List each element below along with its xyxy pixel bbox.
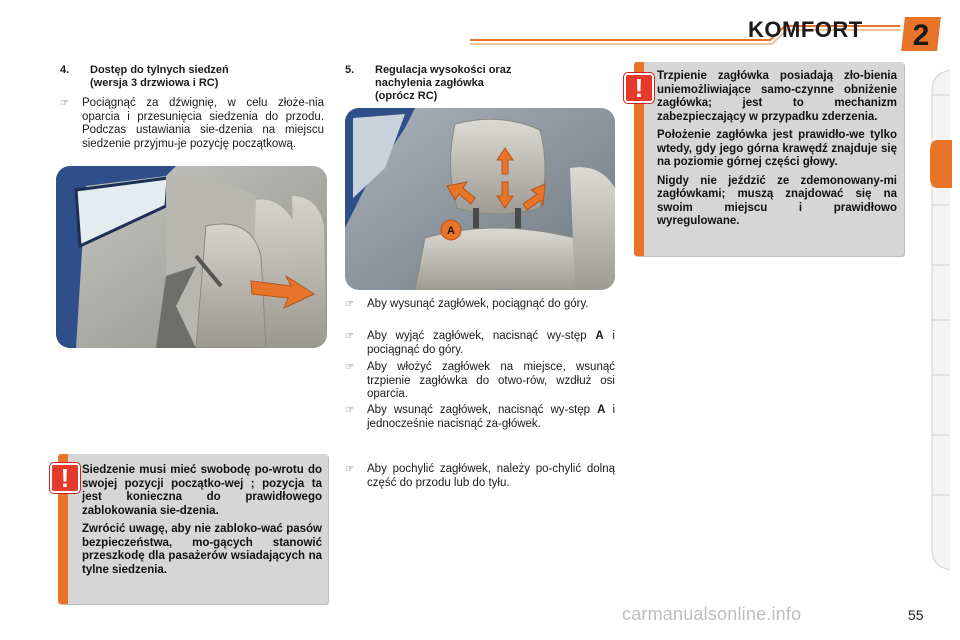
finger-pointer-icon: ☞ [345,299,354,310]
finger-pointer-icon: ☞ [60,98,69,109]
warning-paragraph: Zwrócić uwagę, aby nie zabloko-wać pasów bezpieczeństwa, mo-gących stanowić przeszkodę dla pasażerów wsiadających na tylne siedzenia. [82,523,322,576]
warning-text [657,70,897,252]
list-item [345,404,615,446]
section-title: Dostęp do tylnych siedzeń (wersja 3 drzwiowa i RC) [90,64,229,89]
list-item [345,298,615,326]
rear-seat-access-photo [56,166,327,348]
headrest-adjustment-photo [345,108,615,290]
list-item [345,463,615,505]
bullet-text: Aby wsunąć zagłówek, nacisnąć wy-stęp [367,404,598,416]
finger-pointer-icon: ☞ [345,362,354,373]
list-item [345,330,615,358]
warning-paragraph: Położenie zagłówka jest prawidło-we tylko wtedy, gdy jego górna krawędź znajduje się na poziomie górnej części głowy. [657,129,897,168]
bullet-text: Pociągnąć za dźwignię, w celu złoże-nia oparcia i przesunięcia siedzenia do przodu. Podczas ustawiania sie-dzenia na miejscu siedzenie przyjmu-je pozycję początkową. [82,97,324,150]
page-title: KOMFORT [748,17,863,42]
list-item [345,361,615,403]
finger-pointer-icon: ☞ [345,464,354,475]
section-4-heading [60,64,320,94]
finger-pointer-icon: ☞ [345,405,354,416]
watermark: carmanualsonline.info [622,604,802,624]
bullet-bold: A [595,330,604,342]
section-number: 4. [60,64,70,76]
warning-paragraph: Trzpienie zagłówka posiadają zło-bienia uniemożliwiające samo-czynne obniżenie zagłówka; jest to mechanizm zabezpieczający w przypadku zderzenia. [657,70,897,123]
bullet-text: Aby pochylić zagłówek, należy po-chylić dolną część do przodu lub do tyłu. [367,463,615,489]
bullet-text: Aby włożyć zagłówek na miejsce, wsunąć trzpienie zagłówka do otwo-rów, wzdłuż osi oparcia. [367,361,615,400]
bullet-text: i pociągnąć do góry. [367,330,615,356]
exclamation-warning-icon: ! [50,463,80,493]
headrest-button-label: A [447,225,455,237]
bullet-text: Aby wysunąć zagłówek, pociągnąć do góry. [367,298,589,310]
chapter-number: 2 [912,19,930,52]
page-number: 55 [908,607,924,623]
section-title: Regulacja wysokości oraz nachylenia zagłówka (oprócz RC) [375,64,512,102]
bullet-text: Aby wyjąć zagłówek, nacisnąć wy-stęp [367,330,596,342]
side-chapter-tabs [928,70,952,570]
exclamation-warning-icon: ! [624,73,654,103]
warning-paragraph: Nigdy nie jeździć ze zdemonowany-mi zagłówkami; muszą znajdować się na swoim miejscu i prawidłowo wyregulowane. [657,174,897,227]
finger-pointer-icon: ☞ [345,331,354,342]
bullet-text: i jednocześnie nacisnąć za-główek. [367,404,616,430]
section-5-heading [345,64,625,106]
warning-text [82,464,322,600]
list-item [60,97,324,167]
bullet-bold: A [597,404,606,416]
chapter-badge [898,12,944,54]
section-number: 5. [345,64,355,76]
warning-paragraph: Siedzenie musi mieć swobodę po-wrotu do swojej pozycji początko-wej ; pozycja ta jest konieczna do prawidłowego zablokowania sie-dzenia. [82,464,322,517]
